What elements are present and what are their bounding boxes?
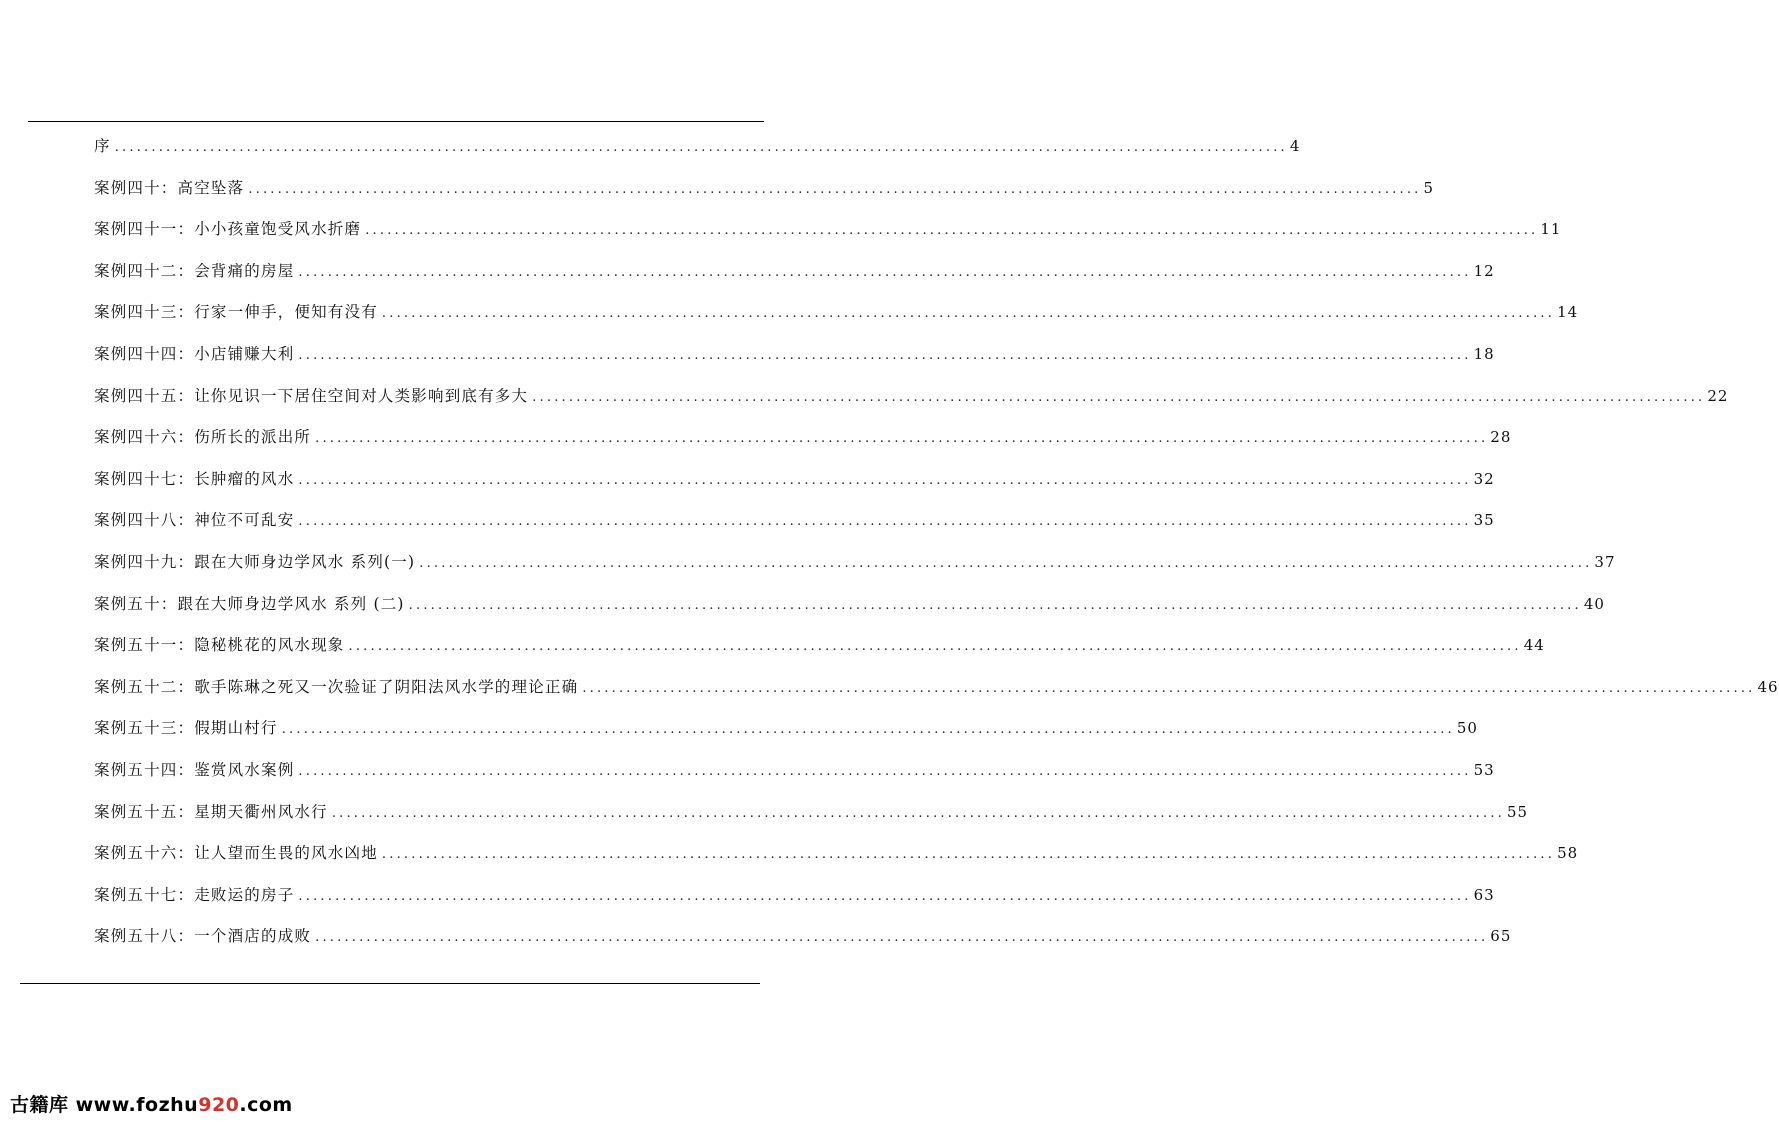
- toc-leader-dots: ................................................................................................................................................................: [298, 472, 1472, 488]
- toc-entry-title: 序: [94, 137, 111, 155]
- toc-entry-title: 案例五十四：鉴赏风水案例: [94, 760, 295, 779]
- toc-leader-dots: ................................................................................................................................................................: [381, 847, 1556, 863]
- toc-leader-dots: ................................................................................................................................................................: [408, 597, 1582, 613]
- toc-entry-title: 案例四十：高空坠落: [94, 178, 245, 197]
- toc-entry-title: 案例四十五：让你见识一下居住空间对人类影响到底有多大: [94, 386, 529, 405]
- toc-entry-page: 35: [1473, 511, 1495, 530]
- toc-entry-page: 40: [1583, 594, 1605, 613]
- toc-leader-dots: ................................................................................................................................................................: [114, 140, 1288, 155]
- toc-entry[interactable]: [94, 875, 1495, 917]
- toc-entry[interactable]: [94, 168, 1435, 210]
- toc-entry[interactable]: [94, 708, 1478, 750]
- toc-entry[interactable]: [94, 542, 1616, 584]
- watermark-number: 920: [198, 1094, 240, 1116]
- toc-entry-title: 案例四十三：行家一伸手，便知有没有: [94, 303, 378, 322]
- toc-entry-title: 案例四十一：小小孩童饱受风水折磨: [94, 220, 362, 239]
- watermark-suffix: .com: [239, 1094, 293, 1116]
- toc-leader-dots: ................................................................................................................................................................: [298, 264, 1472, 280]
- toc-leader-dots: ................................................................................................................................................................: [298, 888, 1472, 904]
- toc-entry-page: 4: [1289, 137, 1301, 155]
- toc-entry-title: 案例四十七：长肿瘤的风水: [94, 469, 295, 488]
- toc-leader-dots: ................................................................................................................................................................: [582, 680, 1756, 696]
- toc-leader-dots: ................................................................................................................................................................: [419, 555, 1593, 571]
- toc-entry-title: 案例五十八：一个酒店的成败: [94, 927, 312, 946]
- table-of-contents: [94, 126, 1779, 958]
- toc-entry[interactable]: [94, 209, 1562, 251]
- top-rule: [28, 121, 764, 122]
- toc-entry-title: 案例五十一：隐秘桃花的风水现象: [94, 636, 345, 655]
- toc-entry[interactable]: [94, 750, 1495, 792]
- toc-entry-page: 28: [1490, 428, 1512, 447]
- toc-entry-page: 65: [1490, 927, 1512, 946]
- toc-leader-dots: ................................................................................................................................................................: [298, 347, 1472, 363]
- toc-entry-page: 14: [1557, 303, 1579, 322]
- toc-leader-dots: ................................................................................................................................................................: [348, 639, 1522, 655]
- toc-entry-page: 58: [1557, 844, 1579, 863]
- toc-entry[interactable]: [94, 625, 1545, 667]
- watermark-prefix: 古籍库 www.fozhu: [10, 1094, 199, 1116]
- toc-entry-title: 案例四十八：神位不可乱安: [94, 511, 295, 530]
- toc-entry[interactable]: [94, 334, 1495, 376]
- toc-leader-dots: ................................................................................................................................................................: [298, 763, 1472, 779]
- toc-entry-page: 55: [1506, 802, 1529, 821]
- toc-entry-title: 案例四十二：会背痛的房屋: [94, 261, 295, 280]
- toc-leader-dots: ................................................................................................................................................................: [248, 181, 1422, 197]
- toc-leader-dots: ................................................................................................................................................................: [532, 389, 1706, 405]
- toc-entry-title: 案例五十六：让人望而生畏的风水凶地: [94, 844, 378, 863]
- toc-entry[interactable]: [94, 833, 1579, 875]
- toc-entry-page: 18: [1473, 344, 1495, 363]
- toc-entry[interactable]: [94, 792, 1529, 834]
- bottom-rule: [20, 983, 760, 984]
- toc-entry-page: 50: [1456, 719, 1478, 738]
- toc-entry-page: 37: [1594, 552, 1616, 571]
- toc-entry-page: 53: [1473, 760, 1495, 779]
- toc-entry[interactable]: [94, 417, 1512, 459]
- toc-entry-page: 12: [1473, 261, 1495, 280]
- toc-entry-title: 案例四十四：小店铺赚大利: [94, 344, 295, 363]
- toc-entry-page: 22: [1707, 386, 1729, 405]
- toc-entry[interactable]: [94, 251, 1495, 293]
- toc-entry-page: 46: [1757, 677, 1779, 696]
- toc-leader-dots: ................................................................................................................................................................: [331, 805, 1505, 821]
- toc-entry[interactable]: [94, 667, 1779, 709]
- toc-leader-dots: ................................................................................................................................................................: [365, 223, 1539, 239]
- toc-leader-dots: ................................................................................................................................................................: [298, 514, 1472, 530]
- toc-entry[interactable]: [94, 376, 1729, 418]
- toc-entry[interactable]: [94, 500, 1495, 542]
- toc-entry-page: 5: [1423, 178, 1435, 197]
- toc-entry-page: 63: [1473, 885, 1495, 904]
- toc-entry-title: 案例五十七：走败运的房子: [94, 885, 295, 904]
- toc-leader-dots: ................................................................................................................................................................: [315, 930, 1489, 946]
- toc-entry[interactable]: [94, 584, 1605, 626]
- toc-entry-title: 案例五十五：星期天衢州风水行: [94, 802, 328, 821]
- toc-entry[interactable]: [94, 916, 1512, 958]
- toc-entry-title: 案例五十二：歌手陈琳之死又一次验证了阴阳法风水学的理论正确: [94, 677, 579, 696]
- toc-entry[interactable]: [94, 126, 1301, 168]
- toc-leader-dots: ................................................................................................................................................................: [281, 722, 1455, 738]
- toc-entry-title: 案例四十九：跟在大师身边学风水 系列(一): [94, 552, 416, 571]
- toc-entry-page: 11: [1540, 220, 1562, 239]
- toc-entry-title: 案例五十三：假期山村行: [94, 719, 278, 738]
- toc-entry-title: 案例五十：跟在大师身边学风水 系列 (二): [94, 594, 405, 613]
- toc-entry[interactable]: [94, 459, 1495, 501]
- toc-leader-dots: ................................................................................................................................................................: [315, 431, 1489, 447]
- site-watermark: [10, 1090, 293, 1117]
- toc-entry-page: 44: [1523, 636, 1545, 655]
- toc-entry[interactable]: [94, 292, 1579, 334]
- toc-entry-title: 案例四十六：伤所长的派出所: [94, 428, 312, 447]
- toc-leader-dots: ................................................................................................................................................................: [381, 306, 1556, 322]
- toc-entry-page: 32: [1473, 469, 1495, 488]
